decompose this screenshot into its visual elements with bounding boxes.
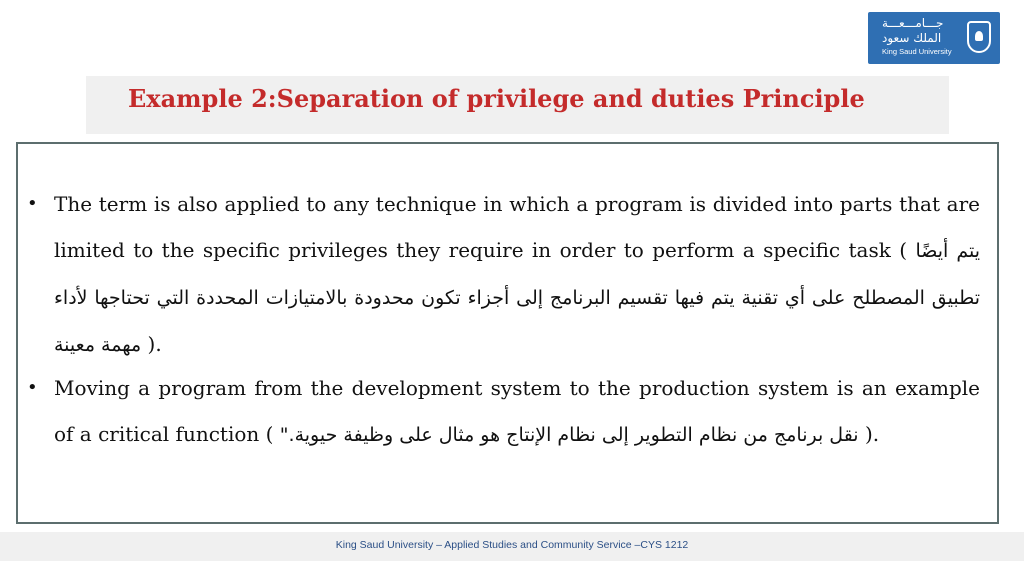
content-box <box>16 142 999 524</box>
bullet-2-tail: ). <box>858 422 880 446</box>
university-logo <box>868 12 1000 64</box>
bullet-item-1 <box>27 181 981 368</box>
footer-text: King Saud University – Applied Studies and Community Service –CYS 1212 <box>335 539 689 551</box>
bullet-dot-icon: • <box>27 377 38 398</box>
footer-band <box>0 532 1024 561</box>
bullet-item-2 <box>27 365 980 458</box>
logo-arabic-line1: جـــامـــعـــة <box>882 16 944 30</box>
logo-english-name: King Saud University <box>882 47 952 56</box>
bullet-dot-icon: • <box>27 193 38 214</box>
bullet-1-arabic: يتم أيضًا تطبيق المصطلح على أي تقنية يتم فيها تقسيم البرنامج إلى أجزاء تكون محدودة بالامتيازات المحددة التي تحتاجها لأداء مهمة معينة <box>54 240 981 356</box>
bullet-1-english: The term is also applied to any technique in which a program is divided into parts that are limited to the specific privileges they require in order to perform a specific task ( <box>54 192 980 262</box>
bullet-2-english: Moving a program from the development system to the production system is an example of a critical function ( <box>54 376 980 446</box>
logo-arabic-line2: الملك سعود <box>882 31 942 45</box>
slide-title: Example 2:Separation of privilege and duties Principle <box>128 84 865 113</box>
bullet-2-arabic: نقل برنامج من نظام التطوير إلى نظام الإنتاج هو مثال على وظيفة حيوية." <box>279 424 859 446</box>
university-emblem-icon <box>967 21 991 53</box>
title-bar <box>86 76 949 134</box>
bullet-1-tail: ). <box>141 332 162 356</box>
